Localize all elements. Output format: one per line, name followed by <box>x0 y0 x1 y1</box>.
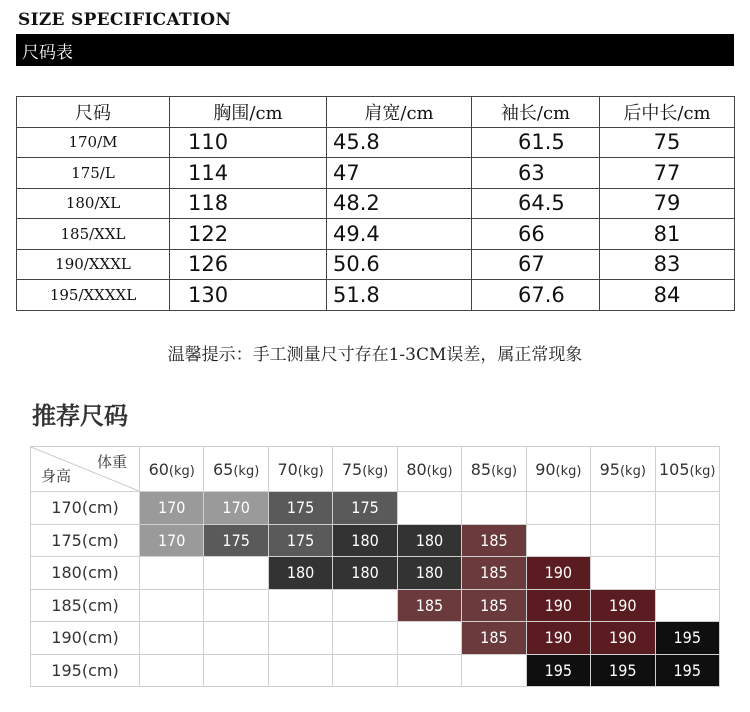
size-table-row <box>17 280 735 311</box>
col-header-chest: 胸围/cm <box>170 97 327 128</box>
weight-value: 65 <box>213 459 234 479</box>
recommend-size-cell: 175 <box>333 492 397 525</box>
recommend-row <box>31 492 720 525</box>
empty-cell <box>204 557 268 590</box>
height-header-cell: 190(cm) <box>31 622 140 655</box>
weight-value: 70 <box>277 459 298 479</box>
empty-cell <box>655 589 720 622</box>
recommend-size-cell: 180 <box>397 557 461 590</box>
weight-unit: (kg) <box>689 463 716 479</box>
empty-cell <box>268 622 332 655</box>
recommend-row <box>31 557 720 590</box>
recommend-size-cell: 190 <box>591 622 655 655</box>
empty-cell <box>397 492 461 525</box>
empty-cell <box>591 557 655 590</box>
recommend-size-cell: 180 <box>268 557 332 590</box>
weight-unit: (kg) <box>555 463 582 479</box>
chest-cell: 110 <box>170 127 327 158</box>
length-cell: 81 <box>600 219 735 250</box>
empty-cell <box>333 654 397 687</box>
empty-cell <box>526 492 590 525</box>
size-table-header-row <box>17 97 735 128</box>
weight-unit: (kg) <box>619 463 646 479</box>
chest-cell: 122 <box>170 219 327 250</box>
weight-header-cell <box>526 447 590 492</box>
sleeve-cell: 64.5 <box>472 188 600 219</box>
weight-unit: (kg) <box>362 463 389 479</box>
size-table-row <box>17 219 735 250</box>
size-table-row <box>17 127 735 158</box>
recommend-size-cell: 185 <box>462 589 526 622</box>
weight-header-cell <box>655 447 720 492</box>
corner-cell <box>31 447 140 492</box>
size-table-row <box>17 158 735 189</box>
weight-header-cell <box>462 447 526 492</box>
corner-height-label: 身高 <box>41 467 72 485</box>
height-header-cell: 185(cm) <box>31 589 140 622</box>
empty-cell <box>268 654 332 687</box>
empty-cell <box>140 622 204 655</box>
recommend-size-cell: 170 <box>140 492 204 525</box>
recommend-size-cell: 190 <box>526 589 590 622</box>
col-header-shoulder: 肩宽/cm <box>327 97 472 128</box>
weight-value: 75 <box>341 459 363 479</box>
chest-cell: 130 <box>170 280 327 311</box>
weight-value: 105 <box>659 459 690 479</box>
weight-unit: (kg) <box>297 463 324 479</box>
size-cell: 190/XXXL <box>17 249 170 280</box>
col-header-sleeve: 袖长/cm <box>472 97 600 128</box>
recommend-row <box>31 654 720 687</box>
weight-value: 95 <box>599 459 620 479</box>
empty-cell <box>268 589 332 622</box>
weight-unit: (kg) <box>491 463 518 479</box>
weight-header-cell <box>333 447 397 492</box>
empty-cell <box>591 524 655 557</box>
empty-cell <box>397 622 461 655</box>
length-cell: 84 <box>600 280 735 311</box>
size-cell: 185/XXL <box>17 219 170 250</box>
empty-cell <box>462 492 526 525</box>
height-header-cell: 175(cm) <box>31 524 140 557</box>
chest-cell: 118 <box>170 188 327 219</box>
length-cell: 77 <box>600 158 735 189</box>
size-table-header-bar <box>16 34 734 66</box>
recommend-size-cell: 195 <box>526 654 590 687</box>
size-table-row <box>17 188 735 219</box>
recommend-size-cell: 195 <box>655 654 720 687</box>
recommend-size-cell: 185 <box>462 557 526 590</box>
weight-value: 60 <box>148 459 169 479</box>
recommend-size-cell: 170 <box>204 492 268 525</box>
empty-cell <box>140 589 204 622</box>
empty-cell <box>140 557 204 590</box>
size-spec-title: SIZE SPECIFICATION <box>18 10 232 30</box>
empty-cell <box>204 589 268 622</box>
empty-cell <box>655 492 720 525</box>
col-header-size: 尺码 <box>17 97 170 128</box>
recommend-size-cell: 185 <box>397 589 461 622</box>
empty-cell <box>204 654 268 687</box>
recommend-size-table <box>30 446 720 687</box>
weight-header-cell <box>268 447 332 492</box>
chest-cell: 114 <box>170 158 327 189</box>
weight-unit: (kg) <box>233 463 260 479</box>
weight-unit: (kg) <box>426 463 453 479</box>
weight-header-cell <box>204 447 268 492</box>
recommend-size-cell: 185 <box>462 524 526 557</box>
recommend-size-cell: 195 <box>591 654 655 687</box>
sleeve-cell: 61.5 <box>472 127 600 158</box>
weight-unit: (kg) <box>168 463 195 479</box>
empty-cell <box>591 492 655 525</box>
empty-cell <box>526 524 590 557</box>
empty-cell <box>397 654 461 687</box>
sleeve-cell: 67.6 <box>472 280 600 311</box>
weight-value: 80 <box>406 459 427 479</box>
recommend-size-cell: 195 <box>655 622 720 655</box>
weight-header-cell <box>591 447 655 492</box>
weight-header-cell <box>140 447 204 492</box>
weight-value: 85 <box>470 459 492 479</box>
size-table-title: 尺码表 <box>22 43 73 63</box>
shoulder-cell: 50.6 <box>327 249 472 280</box>
recommend-size-cell: 175 <box>268 524 332 557</box>
length-cell: 83 <box>600 249 735 280</box>
recommend-size-cell: 190 <box>526 622 590 655</box>
recommend-header-row <box>31 447 720 492</box>
empty-cell <box>204 622 268 655</box>
sleeve-cell: 63 <box>472 158 600 189</box>
height-header-cell: 195(cm) <box>31 654 140 687</box>
empty-cell <box>655 557 720 590</box>
recommend-size-cell: 190 <box>591 589 655 622</box>
shoulder-cell: 47 <box>327 158 472 189</box>
recommend-size-cell: 180 <box>333 524 397 557</box>
recommend-size-cell: 170 <box>140 524 204 557</box>
recommend-row <box>31 524 720 557</box>
recommend-row <box>31 589 720 622</box>
corner-weight-label: 体重 <box>96 453 127 471</box>
empty-cell <box>462 654 526 687</box>
recommend-size-cell: 180 <box>333 557 397 590</box>
shoulder-cell: 51.8 <box>327 280 472 311</box>
shoulder-cell: 48.2 <box>327 188 472 219</box>
size-table-row <box>17 249 735 280</box>
height-header-cell: 180(cm) <box>31 557 140 590</box>
recommend-row <box>31 622 720 655</box>
empty-cell <box>655 524 720 557</box>
length-cell: 79 <box>600 188 735 219</box>
shoulder-cell: 49.4 <box>327 219 472 250</box>
col-header-length: 后中长/cm <box>600 97 735 128</box>
recommend-size-cell: 180 <box>397 524 461 557</box>
size-spec-table <box>16 96 735 311</box>
recommend-title: 推荐尺码 <box>32 402 128 430</box>
length-cell: 75 <box>600 127 735 158</box>
chest-cell: 126 <box>170 249 327 280</box>
empty-cell <box>333 622 397 655</box>
weight-header-cell <box>397 447 461 492</box>
sleeve-cell: 66 <box>472 219 600 250</box>
sleeve-cell: 67 <box>472 249 600 280</box>
size-cell: 180/XL <box>17 188 170 219</box>
size-cell: 195/XXXXL <box>17 280 170 311</box>
height-header-cell: 170(cm) <box>31 492 140 525</box>
recommend-size-cell: 185 <box>462 622 526 655</box>
size-cell: 170/M <box>17 127 170 158</box>
recommend-size-cell: 175 <box>204 524 268 557</box>
measurement-note: 温馨提示：手工测量尺寸存在1-3CM误差，属正常现象 <box>167 345 583 365</box>
shoulder-cell: 45.8 <box>327 127 472 158</box>
size-cell: 175/L <box>17 158 170 189</box>
recommend-size-cell: 190 <box>526 557 590 590</box>
recommend-size-cell: 175 <box>268 492 332 525</box>
empty-cell <box>140 654 204 687</box>
weight-value: 90 <box>535 459 556 479</box>
empty-cell <box>333 589 397 622</box>
